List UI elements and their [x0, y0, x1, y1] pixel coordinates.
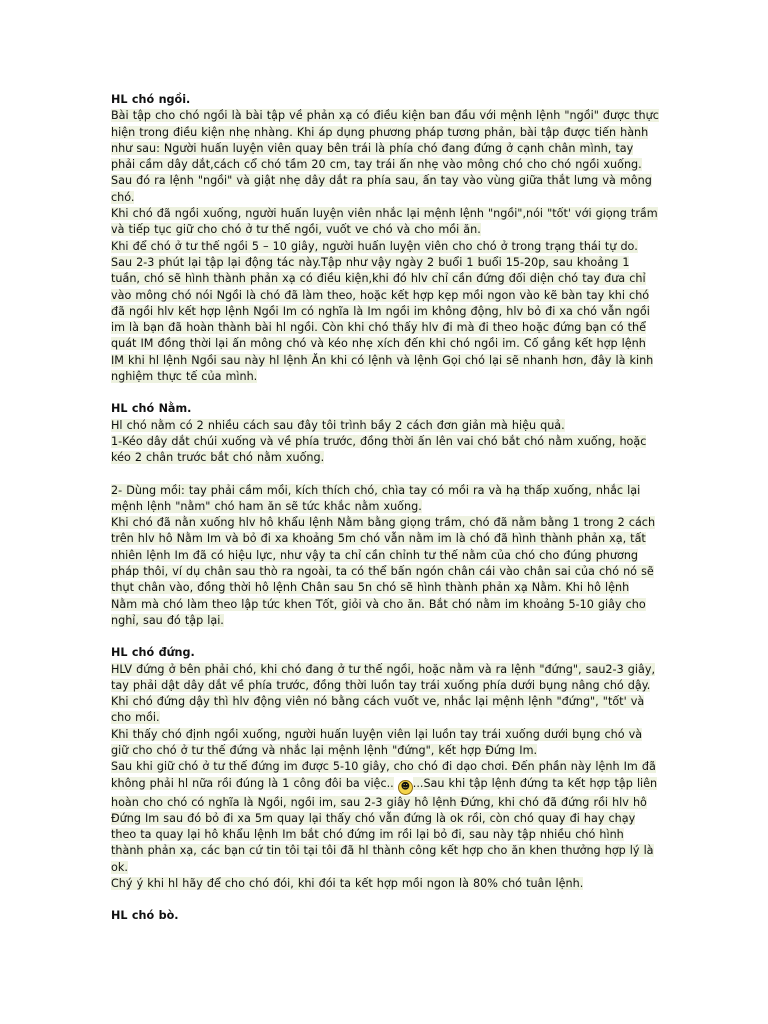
- paragraph: Hl chó nằm có 2 nhiều cách sau đây tôi trình bầy 2 cách đơn giản mà hiệu quả.: [111, 418, 565, 432]
- paragraph: 2- Dùng mồi: tay phải cầm mồi, kích thích chó, chìa tay có mồi ra và hạ thấp xuống, nhắc lại mệnh lệnh "nằm" chó ham ăn sẽ tức khắc nằm xuống.: [111, 483, 641, 513]
- heading-bo: HL chó bò.: [111, 909, 179, 923]
- paragraph: Khi chó đã ngồi xuống, người huấn luyện viên nhắc lại mệnh lệnh "ngồi",nói "tốt' với giọng trầm và tiếp tục giữ cho chó ở tư thế ngồi, vuốt ve chó và cho mồi ăn.: [111, 207, 658, 237]
- paragraph: Khi để chó ở tư thế ngồi 5 – 10 giây, người huấn luyện viên cho chó ở trong trạng thái tự do. Sau 2-3 phút lại tập lại động tác này.Tập như vậy ngày 2 buổi 1 buổi 15-20p, sau khoảng 1 tuần, chó sẽ hình thành phản xạ có điều kiện,khi đó hlv chỉ cần đứng đối diện chó tay đưa chỉ vào mông chó nói Ngồi là chó đã làm theo, hoặc kết hợp kẹp mồi ngon vào kẽ bàn tay khi chó đã ngồi hlv kết hợp lệnh Ngồi Im có nghĩa là Im ngồi im không động, hlv bỏ đi xa chó vẫn ngồi im là bạn đã hoàn thành bài hl ngồi. Còn khi chó thấy hlv đi mà đi theo hoặc đứng bạn có thể quát IM đồng thời lại ấn mông chó và kéo nhẹ xích đến khi chó ngồi im. Cố gắng kết hợp lệnh IM khi hl lệnh Ngồi sau này hl lệnh Ăn khi có lệnh và lệnh Gọi chó lại sẽ nhanh hơn, đây là kinh nghiệm thực tế của mình.: [111, 239, 654, 384]
- section-nam-cont: [111, 483, 659, 630]
- heading-nam: HL chó Nằm.: [111, 402, 192, 416]
- paragraph: Chý ý khi hl hãy để cho chó đói, khi đói ta kết hợp mồi ngon là 80% chó tuân lệnh.: [111, 877, 584, 891]
- heading-ngoi: HL chó ngồi.: [111, 93, 191, 106]
- section-bo: [111, 908, 659, 924]
- paragraph: ...Sau khi tập lệnh đứng ta kết hợp tập liên hoàn cho chó có nghĩa là Ngồi, ngồi im, sau 2-3 giây hô lệnh Đứng, khi chó đã đứng rồi hlv hô Đứng Im sau đó bỏ đi xa 5m quay lại thấy chó vẫn đứng là ok rồi, còn chó quay đi hay chạy theo ta quay lại hô khẩu lệnh Im bắt chó đứng im rồi lại bỏ đi, sau này tập nhiều chó hình thành phản xạ, các bạn cứ tin tôi tại tôi đã hl thành công kết hợp cho ăn khen thưởng hợp lý là ok.: [111, 776, 658, 874]
- paragraph: Khi thấy chó định ngồi xuống, người huấn luyện viên lại luồn tay trái xuống dưới bụng chó và giữ cho chó ở tư thế đứng và nhắc lại mệnh lệnh "đứng", kết hợp Đứng Im.: [111, 727, 643, 757]
- paragraph: Khi chó đã nằn xuống hlv hô khẩu lệnh Nằm bằng giọng trầm, chó đã nằm bằng 1 trong 2 cách trên hlv hô Nằm Im và bỏ đi xa khoảng 5m chó vẫn nằm im là chó đã hình thành phản xạ, tất nhiên lệnh Im đã có hiệu lực, như vậy ta chỉ cần chỉnh tư thế nằm của chó cho đúng phương pháp thôi, ví dụ chân sau thò ra ngoài, ta có thể bấn ngón chân cái vào chân sai của chó nó sẽ thụt chân vào, đồng thời hô lệnh Chân sau 5n chó sẽ hình thành phản xạ Nằm. Khi hô lệnh Nằm mà chó làm theo lập tức khen Tốt, giỏi và cho ăn. Bắt chó nằm im khoảng 5-10 giây cho nghỉ, sau đó tập lại.: [111, 516, 656, 627]
- paragraph: 1-Kéo dây dắt chúi xuống và về phía trước, đồng thời ấn lên vai chó bắt chó nằm xuống, hoặc kéo 2 chân trước bắt chó nằm xuống.: [111, 434, 647, 465]
- section-ngoi: [111, 92, 659, 385]
- section-dung: [111, 645, 659, 892]
- paragraph: Bài tập cho chó ngồi là bài tập về phản xạ có điều kiện ban đầu với mệnh lệnh "ngồi" được thực hiện trong điều kiện nhẹ nhàng. Khi áp dụng phương pháp tương phản, bài tập được tiến hành như sau: Người huấn luyện viên quay bên trái là phía chó đang đứng ở cạnh chân mình, tay phải cầm dây dắt,cách cổ chó tầm 20 cm, tay trái ấn nhẹ vào mông chó cho chó ngồi xuống. Sau đó ra lệnh "ngồi" và giật nhẹ dây dắt ra phía sau, ấn tay vào vùng giữa thắt lưng và mông chó.: [111, 109, 659, 204]
- smiley-emoji-icon: ☻: [398, 780, 413, 795]
- document-body: [111, 92, 659, 925]
- paragraph: HLV đứng ở bên phải chó, khi chó đang ở tư thế ngồi, hoặc nằm và ra lệnh "đứng", sau2-3 giây, tay phải dật dây dắt về phía trước, đồng thời luồn tay trái xuống phía dưới bụng nâng chó dậy. Khi chó đứng dậy thì hlv động viên nó bằng cách vuốt ve, nhắc lại mệnh lệnh "đứng", "tốt' và cho mồi.: [111, 662, 655, 725]
- heading-dung: HL chó đứng.: [111, 646, 195, 660]
- paragraph: Sau khi giữ chó ở tư thế đứng im được 5-10 giây, cho chó đi dạo chơi. Đến phần này lệnh Im đã không phải hl nữa rồi đúng là 1 công đôi ba việc..: [111, 760, 656, 790]
- section-nam: [111, 401, 659, 466]
